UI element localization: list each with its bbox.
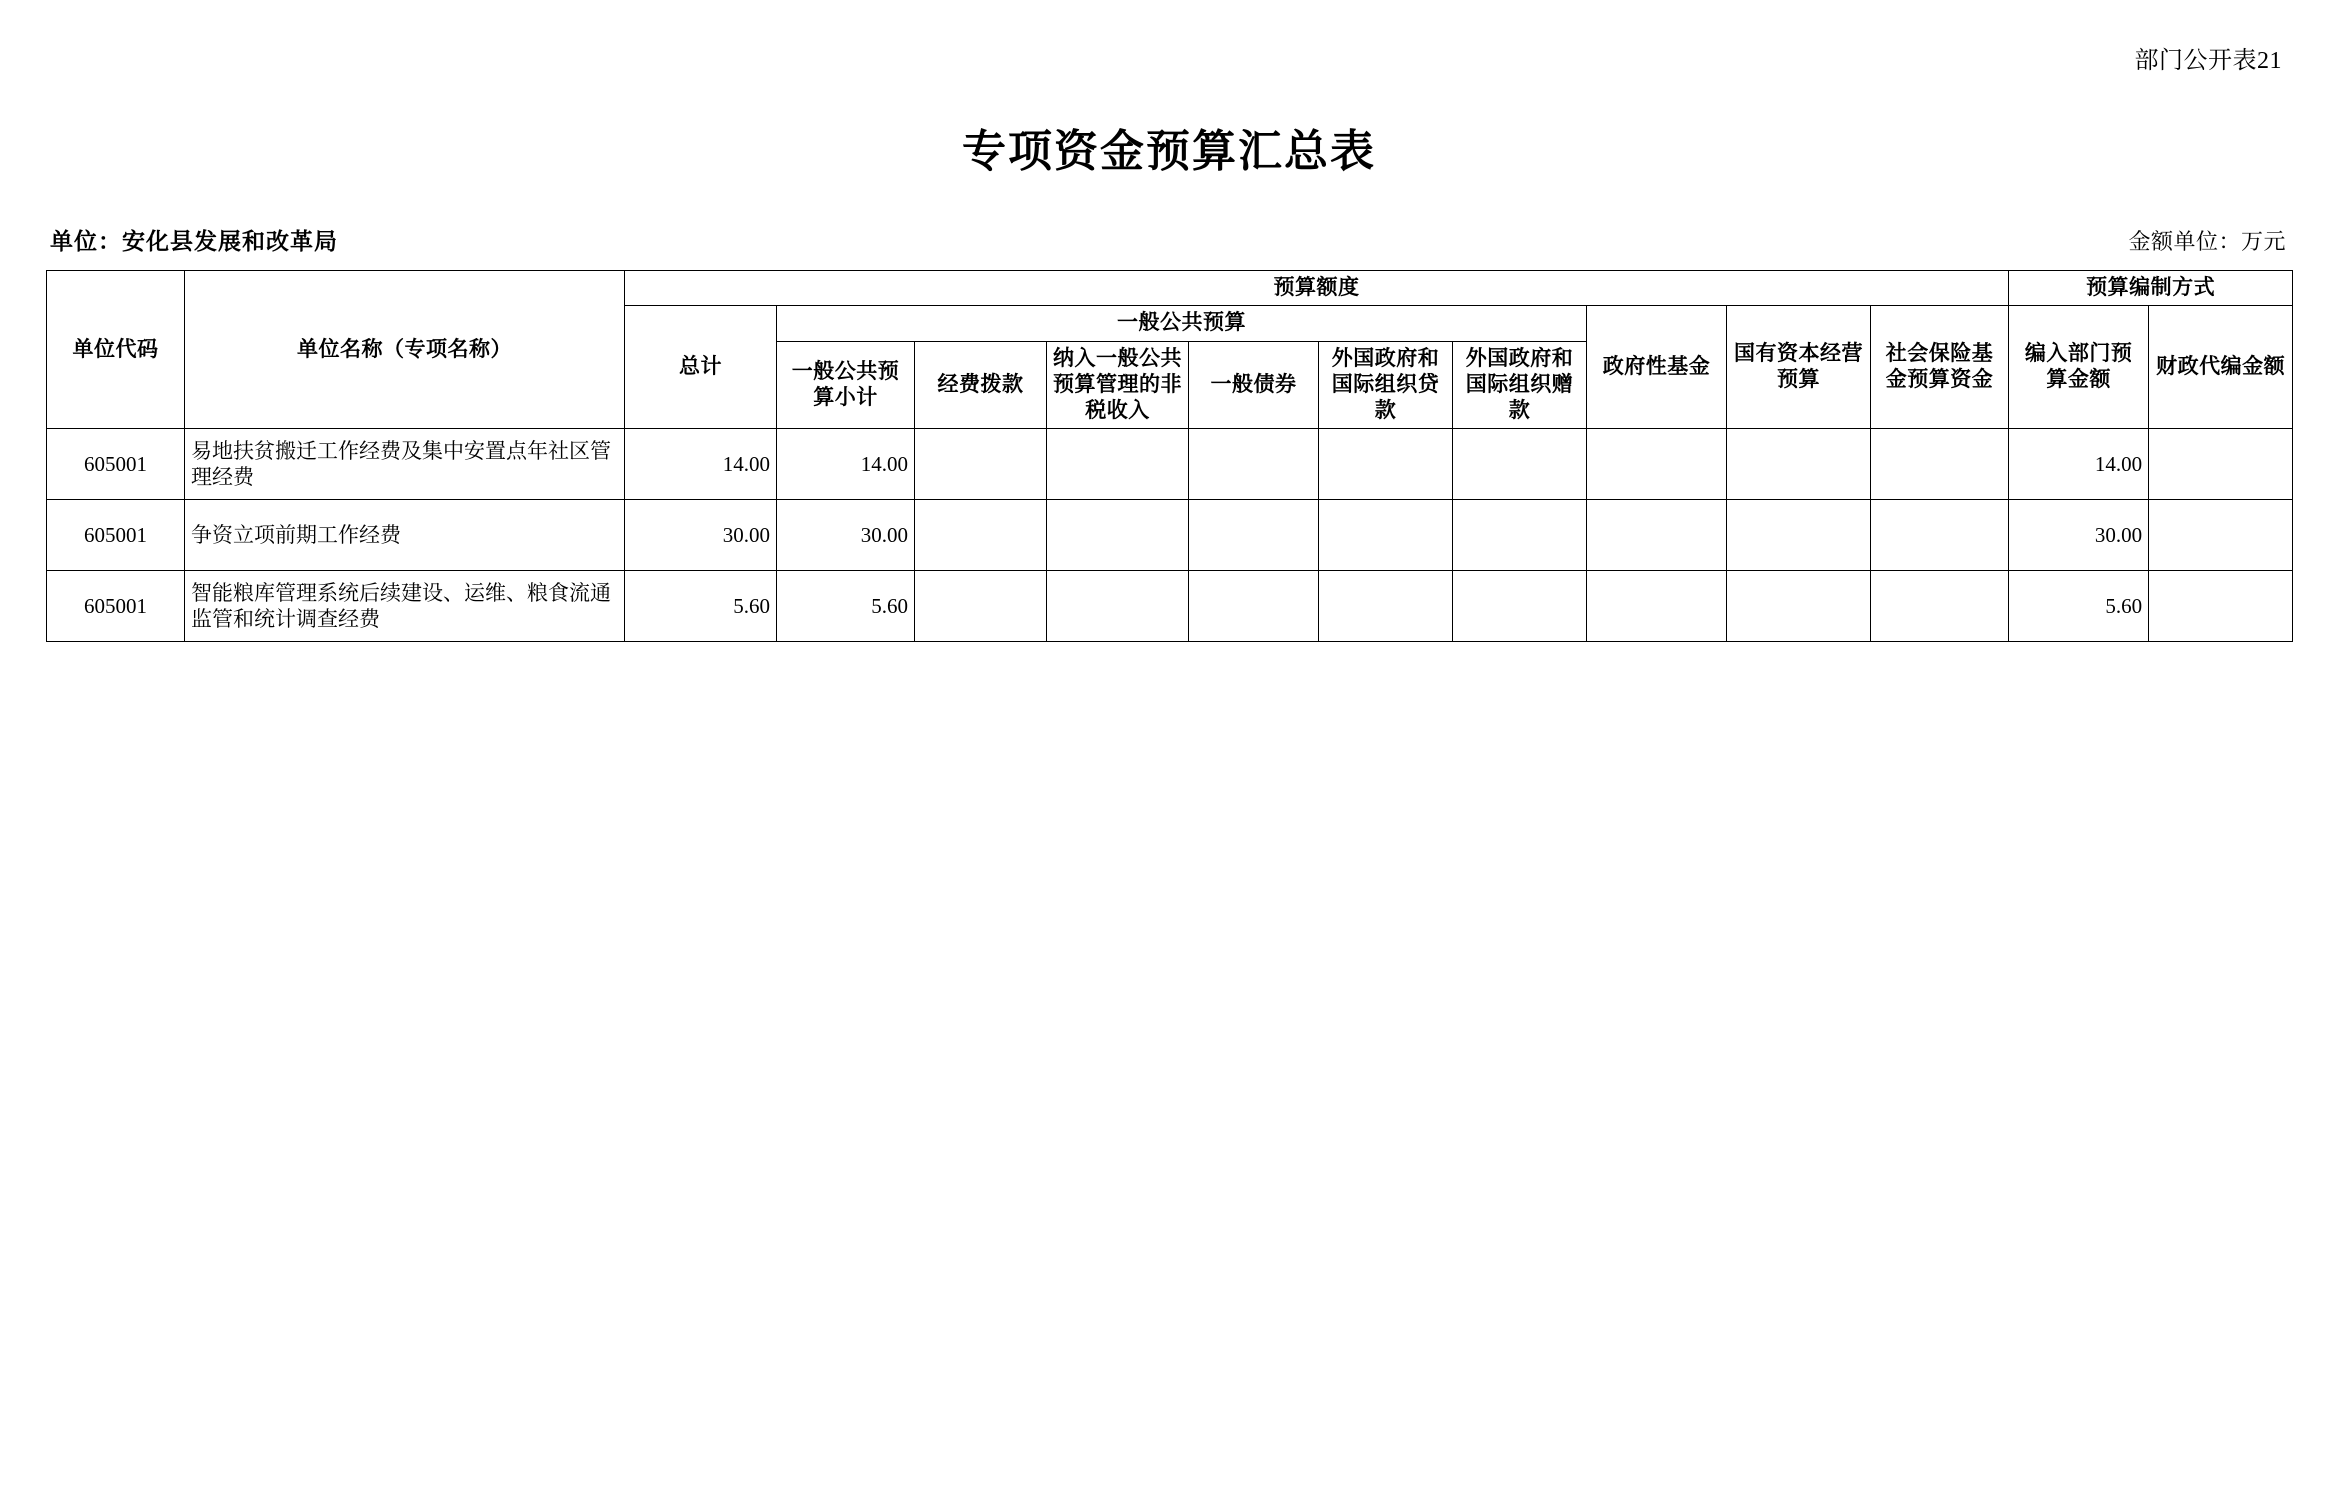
cell-non-tax-income bbox=[1047, 429, 1189, 500]
cell-dept-budget-amount: 5.60 bbox=[2009, 571, 2149, 642]
header-budget-method: 预算编制方式 bbox=[2009, 271, 2293, 306]
cell-foreign-gov-loan bbox=[1319, 500, 1453, 571]
header-general-bond: 一般债券 bbox=[1189, 341, 1319, 429]
cell-total: 30.00 bbox=[625, 500, 777, 571]
table-row bbox=[47, 429, 2293, 500]
unit-label: 单位： bbox=[50, 228, 122, 254]
meta-row bbox=[46, 223, 2292, 256]
table-row bbox=[47, 571, 2293, 642]
cell-dept-budget-amount: 14.00 bbox=[2009, 429, 2149, 500]
cell-foreign-gov-grant bbox=[1453, 571, 1587, 642]
cell-finance-agent-amount bbox=[2149, 429, 2293, 500]
cell-total: 5.60 bbox=[625, 571, 777, 642]
header-gpb-subtotal: 一般公共预算小计 bbox=[777, 341, 915, 429]
header-foreign-gov-loan: 外国政府和国际组织贷款 bbox=[1319, 341, 1453, 429]
cell-gpb-subtotal: 5.60 bbox=[777, 571, 915, 642]
cell-non-tax-income bbox=[1047, 571, 1189, 642]
cell-state-capital bbox=[1727, 571, 1871, 642]
header-non-tax-income: 纳入一般公共预算管理的非税收入 bbox=[1047, 341, 1189, 429]
page-title: 专项资金预算汇总表 bbox=[962, 127, 1376, 176]
header-dept-budget-amount: 编入部门预算金额 bbox=[2009, 306, 2149, 429]
header-finance-agent-amount: 财政代编金额 bbox=[2149, 306, 2293, 429]
cell-social-insurance bbox=[1871, 500, 2009, 571]
cell-unit-name: 易地扶贫搬迁工作经费及集中安置点年社区管理经费 bbox=[185, 429, 625, 500]
cell-appropriation bbox=[915, 429, 1047, 500]
cell-non-tax-income bbox=[1047, 500, 1189, 571]
cell-foreign-gov-grant bbox=[1453, 500, 1587, 571]
header-foreign-gov-grant: 外国政府和国际组织赠款 bbox=[1453, 341, 1587, 429]
cell-gpb-subtotal: 14.00 bbox=[777, 429, 915, 500]
cell-unit-name: 智能粮库管理系统后续建设、运维、粮食流通监管和统计调查经费 bbox=[185, 571, 625, 642]
cell-unit-code: 605001 bbox=[47, 429, 185, 500]
cell-unit-name: 争资立项前期工作经费 bbox=[185, 500, 625, 571]
cell-dept-budget-amount: 30.00 bbox=[2009, 500, 2149, 571]
header-unit-name: 单位名称（专项名称） bbox=[185, 271, 625, 429]
header-social-insurance: 社会保险基金预算资金 bbox=[1871, 306, 2009, 429]
unit-info bbox=[50, 223, 338, 256]
cell-finance-agent-amount bbox=[2149, 571, 2293, 642]
cell-appropriation bbox=[915, 500, 1047, 571]
header-general-public-budget: 一般公共预算 bbox=[777, 306, 1587, 341]
cell-finance-agent-amount bbox=[2149, 500, 2293, 571]
header-unit-code: 单位代码 bbox=[47, 271, 185, 429]
cell-total: 14.00 bbox=[625, 429, 777, 500]
header-total: 总计 bbox=[625, 306, 777, 429]
form-number: 部门公开表21 bbox=[2134, 48, 2282, 74]
budget-table bbox=[46, 270, 2293, 642]
cell-state-capital bbox=[1727, 429, 1871, 500]
cell-gpb-subtotal: 30.00 bbox=[777, 500, 915, 571]
cell-general-bond bbox=[1189, 500, 1319, 571]
table-header-row-1 bbox=[47, 271, 2293, 306]
cell-social-insurance bbox=[1871, 571, 2009, 642]
cell-foreign-gov-grant bbox=[1453, 429, 1587, 500]
header-budget-quota: 预算额度 bbox=[625, 271, 2009, 306]
unit-name: 安化县发展和改革局 bbox=[122, 228, 338, 254]
amount-unit: 金额单位：万元 bbox=[2128, 229, 2286, 254]
cell-appropriation bbox=[915, 571, 1047, 642]
cell-general-bond bbox=[1189, 429, 1319, 500]
cell-gov-fund bbox=[1587, 429, 1727, 500]
cell-unit-code: 605001 bbox=[47, 571, 185, 642]
table-row bbox=[47, 500, 2293, 571]
cell-state-capital bbox=[1727, 500, 1871, 571]
header-appropriation: 经费拨款 bbox=[915, 341, 1047, 429]
header-state-capital: 国有资本经营预算 bbox=[1727, 306, 1871, 429]
cell-general-bond bbox=[1189, 571, 1319, 642]
cell-unit-code: 605001 bbox=[47, 500, 185, 571]
cell-foreign-gov-loan bbox=[1319, 571, 1453, 642]
cell-foreign-gov-loan bbox=[1319, 429, 1453, 500]
cell-gov-fund bbox=[1587, 571, 1727, 642]
cell-social-insurance bbox=[1871, 429, 2009, 500]
cell-gov-fund bbox=[1587, 500, 1727, 571]
header-gov-fund: 政府性基金 bbox=[1587, 306, 1727, 429]
